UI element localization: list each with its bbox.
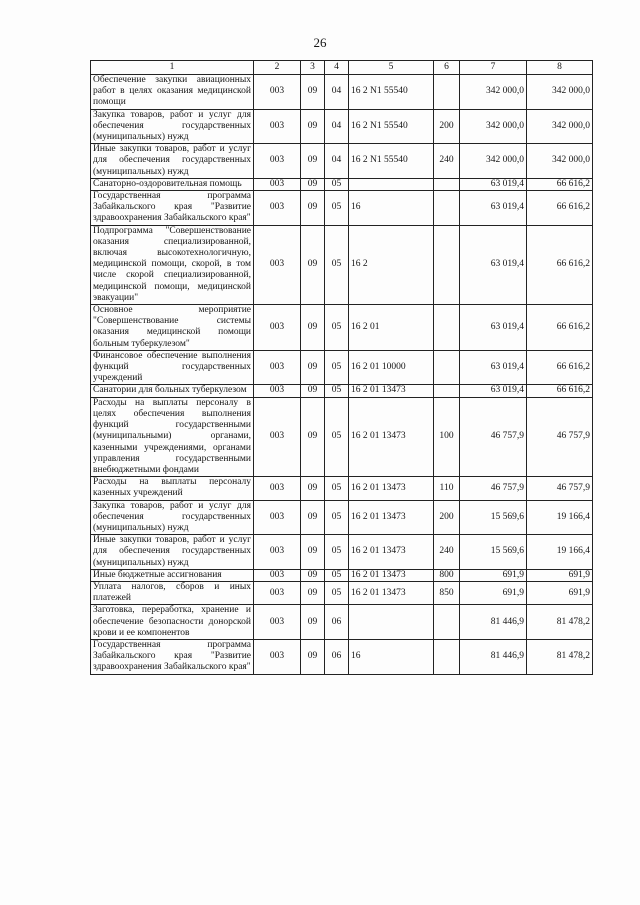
expense-type-code: 110 [434, 477, 460, 500]
target-article-code: 16 2 01 [349, 305, 434, 351]
table-row [91, 305, 593, 351]
subsection-code: 05 [325, 305, 349, 351]
ministry-code: 003 [254, 639, 301, 674]
table-row [91, 191, 593, 226]
expense-name: Расходы на выплаты персоналу казенных учреждений [91, 477, 254, 500]
amount-col-8: 66 616,2 [527, 385, 593, 397]
subsection-code: 04 [325, 75, 349, 110]
section-code: 09 [301, 397, 325, 476]
expense-name: Государственная программа Забайкальского края "Развитие здравоохранения Забайкальского края" [91, 191, 254, 226]
target-article-code [349, 605, 434, 640]
target-article-code: 16 [349, 639, 434, 674]
section-code: 09 [301, 477, 325, 500]
section-code: 09 [301, 191, 325, 226]
subsection-code: 05 [325, 569, 349, 581]
section-code: 09 [301, 535, 325, 570]
ministry-code: 003 [254, 225, 301, 304]
amount-col-7: 63 019,4 [460, 191, 527, 226]
table-row [91, 225, 593, 304]
ministry-code: 003 [254, 350, 301, 385]
expense-type-code: 240 [434, 144, 460, 179]
amount-col-8: 66 616,2 [527, 305, 593, 351]
expense-type-code [434, 191, 460, 226]
subsection-code: 05 [325, 581, 349, 604]
expense-name: Государственная программа Забайкальского края "Развитие здравоохранения Забайкальского края" [91, 639, 254, 674]
section-code: 09 [301, 178, 325, 190]
amount-col-8: 66 616,2 [527, 225, 593, 304]
subsection-code: 05 [325, 397, 349, 476]
target-article-code: 16 2 01 13473 [349, 385, 434, 397]
target-article-code: 16 2 N1 55540 [349, 144, 434, 179]
target-article-code: 16 [349, 191, 434, 226]
amount-col-7: 81 446,9 [460, 639, 527, 674]
ministry-code: 003 [254, 191, 301, 226]
amount-col-7: 63 019,4 [460, 178, 527, 190]
ministry-code: 003 [254, 581, 301, 604]
budget-table [90, 60, 593, 675]
amount-col-8: 342 000,0 [527, 109, 593, 144]
expense-type-code [434, 178, 460, 190]
table-row [91, 500, 593, 535]
subsection-code: 06 [325, 605, 349, 640]
expense-type-code [434, 385, 460, 397]
expense-type-code: 200 [434, 109, 460, 144]
table-body [91, 75, 593, 675]
target-article-code [349, 178, 434, 190]
expense-type-code: 850 [434, 581, 460, 604]
table-row [91, 535, 593, 570]
column-header: 3 [301, 61, 325, 75]
amount-col-7: 342 000,0 [460, 144, 527, 179]
section-code: 09 [301, 225, 325, 304]
expense-type-code [434, 75, 460, 110]
amount-col-7: 46 757,9 [460, 477, 527, 500]
amount-col-7: 63 019,4 [460, 305, 527, 351]
amount-col-7: 15 569,6 [460, 500, 527, 535]
ministry-code: 003 [254, 397, 301, 476]
expense-type-code: 200 [434, 500, 460, 535]
ministry-code: 003 [254, 477, 301, 500]
amount-col-8: 66 616,2 [527, 178, 593, 190]
column-header: 1 [91, 61, 254, 75]
amount-col-8: 66 616,2 [527, 191, 593, 226]
target-article-code: 16 2 01 13473 [349, 581, 434, 604]
expense-type-code [434, 605, 460, 640]
table-row [91, 144, 593, 179]
section-code: 09 [301, 75, 325, 110]
subsection-code: 05 [325, 500, 349, 535]
amount-col-8: 81 478,2 [527, 639, 593, 674]
target-article-code: 16 2 01 13473 [349, 569, 434, 581]
subsection-code: 05 [325, 178, 349, 190]
table-header [91, 61, 593, 75]
ministry-code: 003 [254, 385, 301, 397]
section-code: 09 [301, 350, 325, 385]
amount-col-7: 46 757,9 [460, 397, 527, 476]
expense-name: Обеспечение закупки авиационных работ в целях оказания медицинской помощи [91, 75, 254, 110]
amount-col-7: 342 000,0 [460, 109, 527, 144]
expense-name: Подпрограмма "Совершенствование оказания специализированной, включая высокотехнологичную, медицинской помощи, скорой, в том числе скорой специализированной, медицинской помощи, медицинской эвакуации" [91, 225, 254, 304]
amount-col-8: 66 616,2 [527, 350, 593, 385]
section-code: 09 [301, 500, 325, 535]
expense-type-code [434, 639, 460, 674]
subsection-code: 06 [325, 639, 349, 674]
header-row [91, 61, 593, 75]
ministry-code: 003 [254, 535, 301, 570]
ministry-code: 003 [254, 305, 301, 351]
column-header: 5 [349, 61, 434, 75]
amount-col-7: 63 019,4 [460, 350, 527, 385]
amount-col-7: 691,9 [460, 581, 527, 604]
column-header: 6 [434, 61, 460, 75]
section-code: 09 [301, 569, 325, 581]
amount-col-7: 15 569,6 [460, 535, 527, 570]
column-header: 8 [527, 61, 593, 75]
ministry-code: 003 [254, 605, 301, 640]
amount-col-8: 19 166,4 [527, 535, 593, 570]
table-row [91, 109, 593, 144]
expense-name: Санаторно-оздоровительная помощь [91, 178, 254, 190]
amount-col-7: 81 446,9 [460, 605, 527, 640]
amount-col-7: 691,9 [460, 569, 527, 581]
expense-name: Финансовое обеспечение выполнения функций государственных учреждений [91, 350, 254, 385]
subsection-code: 05 [325, 350, 349, 385]
amount-col-8: 46 757,9 [527, 477, 593, 500]
table-row [91, 385, 593, 397]
ministry-code: 003 [254, 500, 301, 535]
expense-name: Иные закупки товаров, работ и услуг для обеспечения государственных (муниципальных) нужд [91, 535, 254, 570]
table-row [91, 477, 593, 500]
expense-type-code: 800 [434, 569, 460, 581]
column-header: 4 [325, 61, 349, 75]
section-code: 09 [301, 639, 325, 674]
section-code: 09 [301, 385, 325, 397]
target-article-code: 16 2 01 13473 [349, 535, 434, 570]
table-row [91, 569, 593, 581]
subsection-code: 05 [325, 477, 349, 500]
amount-col-7: 63 019,4 [460, 225, 527, 304]
expense-type-code [434, 305, 460, 351]
amount-col-8: 19 166,4 [527, 500, 593, 535]
expense-type-code: 240 [434, 535, 460, 570]
expense-type-code [434, 225, 460, 304]
section-code: 09 [301, 581, 325, 604]
table-row [91, 75, 593, 110]
section-code: 09 [301, 605, 325, 640]
expense-name: Иные бюджетные ассигнования [91, 569, 254, 581]
amount-col-7: 342 000,0 [460, 75, 527, 110]
table-row [91, 350, 593, 385]
amount-col-8: 691,9 [527, 581, 593, 604]
target-article-code: 16 2 01 13473 [349, 477, 434, 500]
column-header: 2 [254, 61, 301, 75]
table-row [91, 605, 593, 640]
subsection-code: 05 [325, 385, 349, 397]
target-article-code: 16 2 [349, 225, 434, 304]
ministry-code: 003 [254, 75, 301, 110]
amount-col-8: 81 478,2 [527, 605, 593, 640]
subsection-code: 05 [325, 225, 349, 304]
expense-name: Уплата налогов, сборов и иных платежей [91, 581, 254, 604]
target-article-code: 16 2 01 13473 [349, 397, 434, 476]
expense-name: Закупка товаров, работ и услуг для обеспечения государственных (муниципальных) нужд [91, 500, 254, 535]
expense-name: Закупка товаров, работ и услуг для обеспечения государственных (муниципальных) нужд [91, 109, 254, 144]
subsection-code: 05 [325, 191, 349, 226]
expense-type-code: 100 [434, 397, 460, 476]
page-number: 26 [313, 35, 327, 50]
section-code: 09 [301, 109, 325, 144]
table-row [91, 581, 593, 604]
amount-col-8: 46 757,9 [527, 397, 593, 476]
ministry-code: 003 [254, 109, 301, 144]
subsection-code: 04 [325, 109, 349, 144]
ministry-code: 003 [254, 178, 301, 190]
column-header: 7 [460, 61, 527, 75]
expense-name: Иные закупки товаров, работ и услуг для обеспечения государственных (муниципальных) нужд [91, 144, 254, 179]
section-code: 09 [301, 305, 325, 351]
target-article-code: 16 2 N1 55540 [349, 109, 434, 144]
section-code: 09 [301, 144, 325, 179]
subsection-code: 05 [325, 535, 349, 570]
expense-name: Санатории для больных туберкулезом [91, 385, 254, 397]
target-article-code: 16 2 01 10000 [349, 350, 434, 385]
expense-name: Основное мероприятие "Совершенствование системы оказания медицинской помощи больным туберкулезом" [91, 305, 254, 351]
table-row [91, 639, 593, 674]
amount-col-8: 691,9 [527, 569, 593, 581]
expense-type-code [434, 350, 460, 385]
ministry-code: 003 [254, 144, 301, 179]
amount-col-8: 342 000,0 [527, 75, 593, 110]
table-row [91, 397, 593, 476]
table-row [91, 178, 593, 190]
expense-name: Заготовка, переработка, хранение и обеспечение безопасности донорской крови и ее компонентов [91, 605, 254, 640]
amount-col-7: 63 019,4 [460, 385, 527, 397]
target-article-code: 16 2 N1 55540 [349, 75, 434, 110]
expense-name: Расходы на выплаты персоналу в целях обеспечения выполнения функций государственными (муниципальными) органами, казенными учреждениями, органами управления государственными внебюджетными фондами [91, 397, 254, 476]
amount-col-8: 342 000,0 [527, 144, 593, 179]
target-article-code: 16 2 01 13473 [349, 500, 434, 535]
subsection-code: 04 [325, 144, 349, 179]
ministry-code: 003 [254, 569, 301, 581]
